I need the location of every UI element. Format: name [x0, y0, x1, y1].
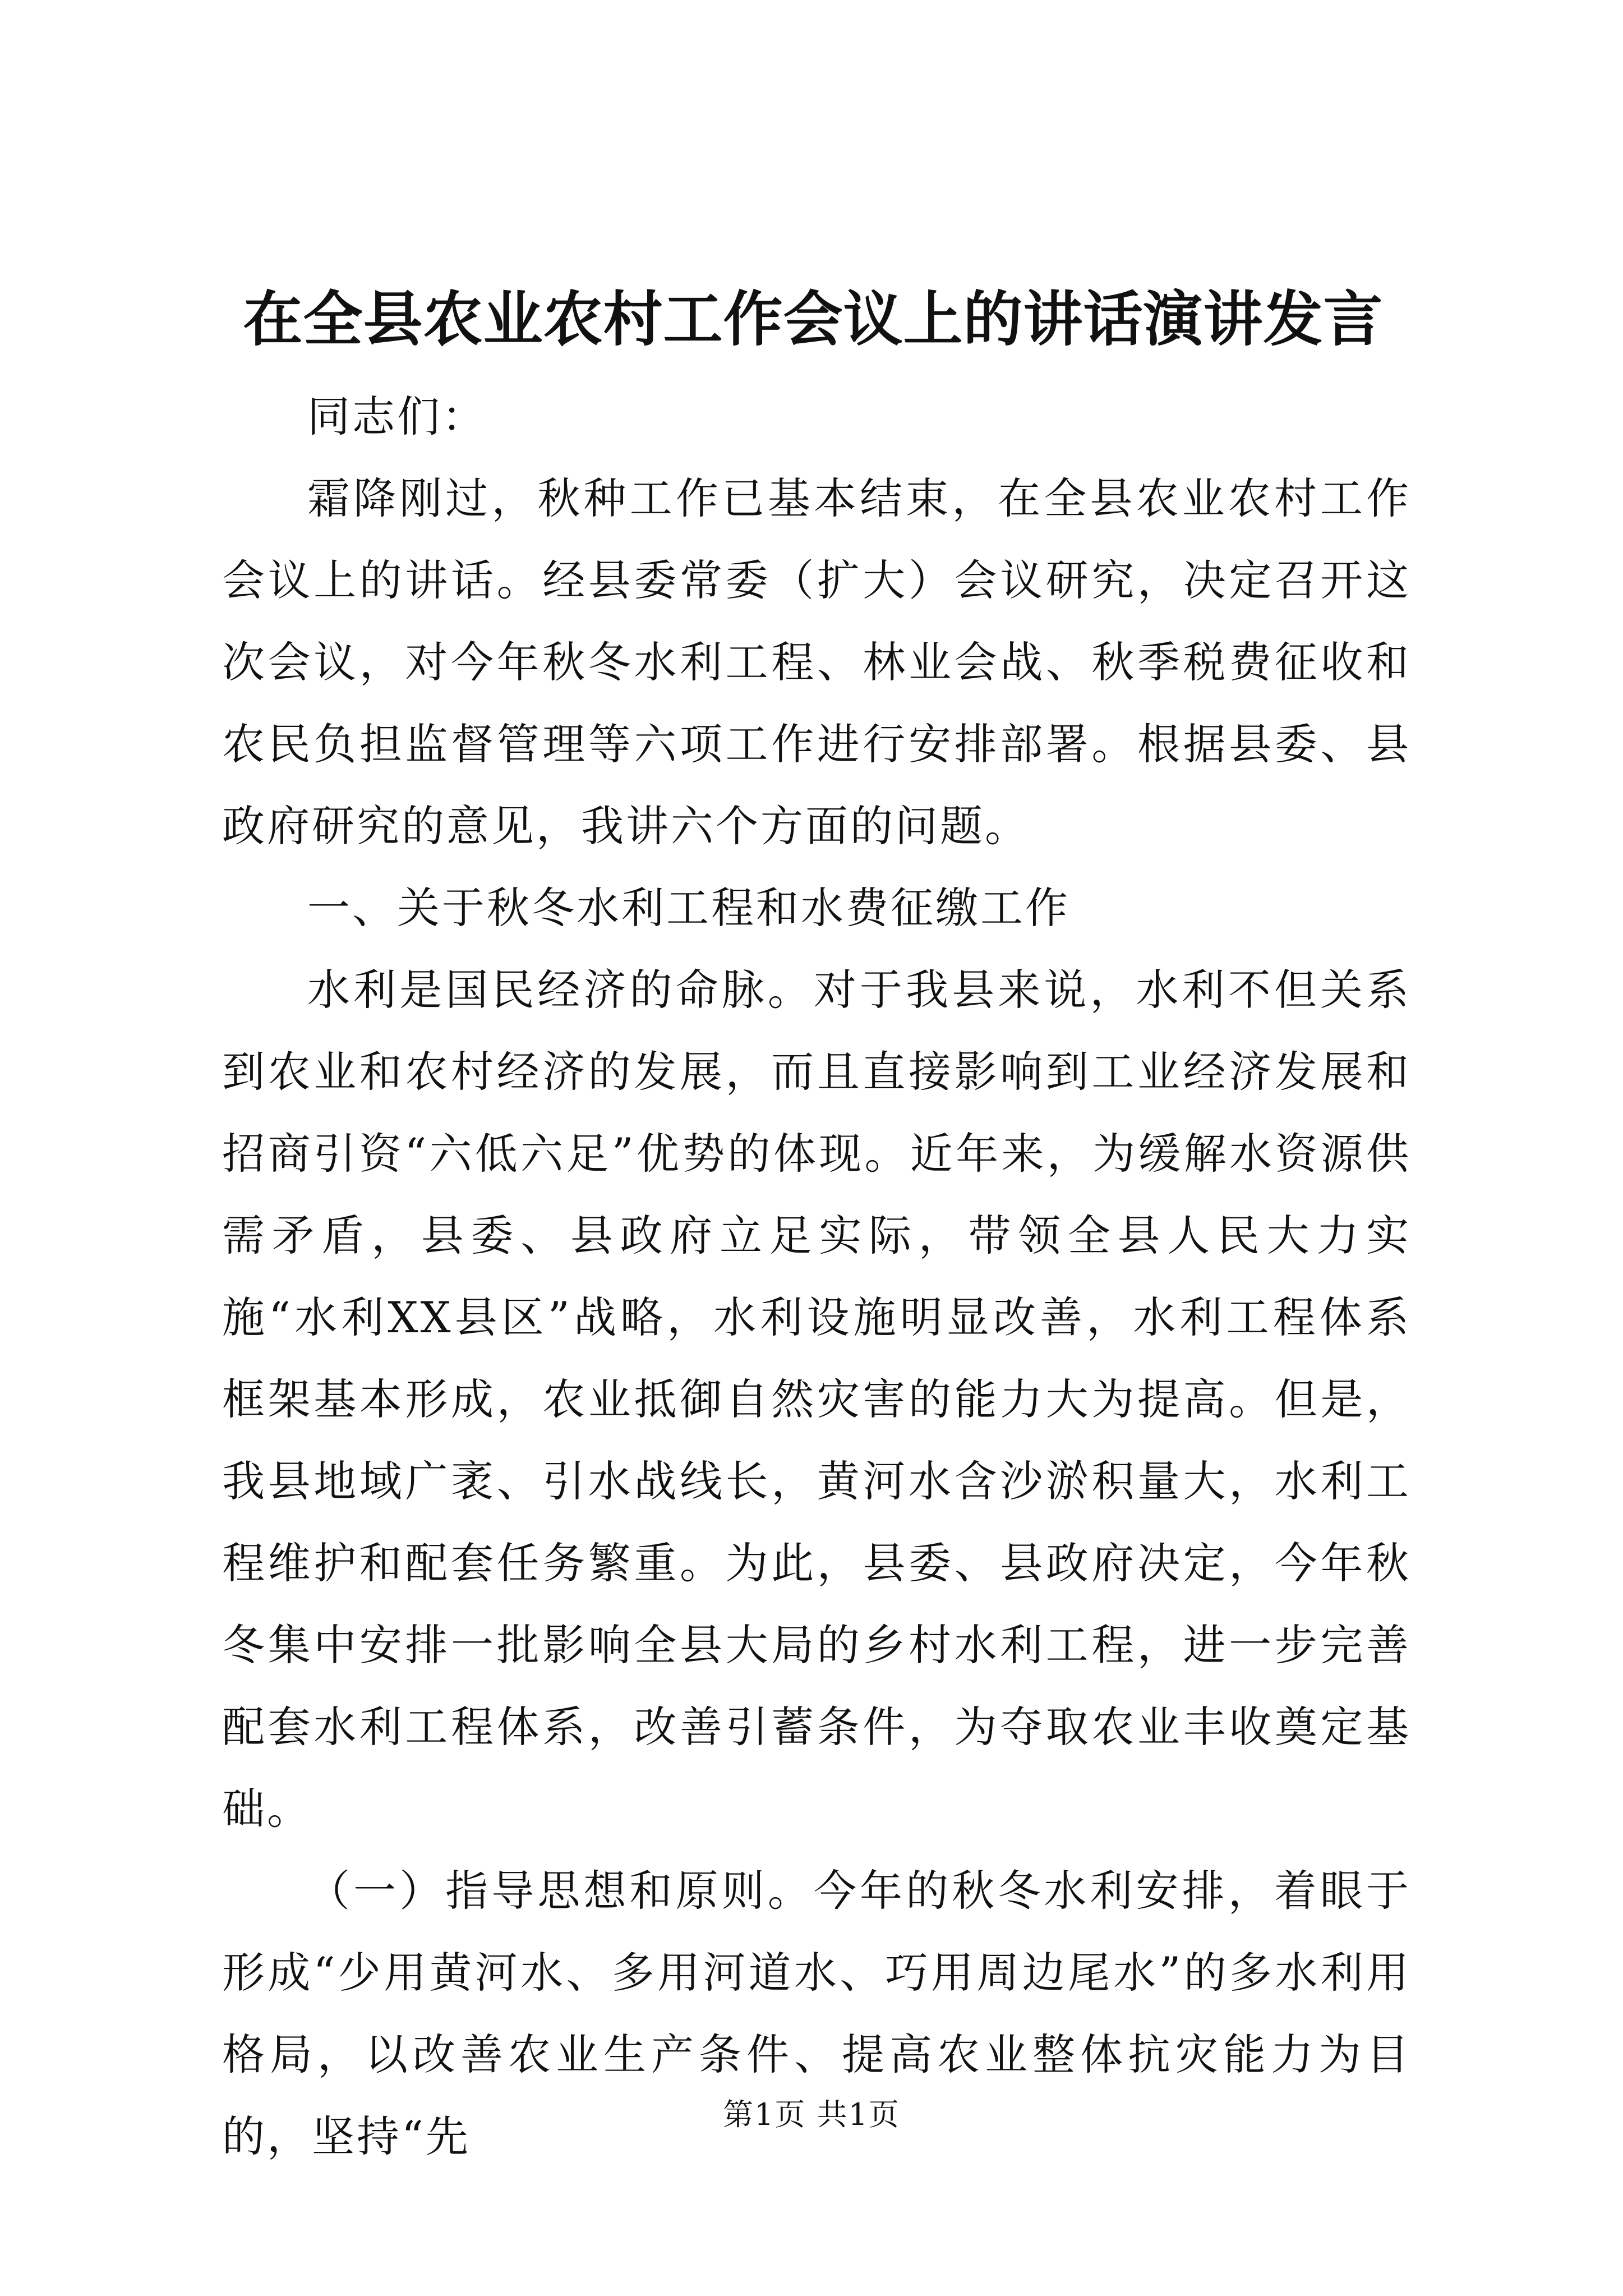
paragraph-guiding-principles: （一）指导思想和原则。今年的秋冬水利安排，着眼于形成“少用黄河水、多用河道水、巧用周边尾水”的多水利用格局，以改善农业生产条件、提高农业整体抗灾能力为目的，坚持“先 — [222, 1866, 1411, 2161]
paragraph-intro: 霜降刚过，秋种工作已基本结束，在全县农业农村工作会议上的讲话。经县委常委（扩大）会议研究，决定召开这次会议，对今年秋冬水利工程、林业会战、秋季税费征收和农民负担监督管理等六项工作进行安排部署。根据县委、县政府研究的意见，我讲六个方面的问题。 — [222, 473, 1411, 851]
paragraph-water-conservancy: 水利是国民经济的命脉。对于我县来说，水利不但关系到农业和农村经济的发展，而且直接影响到工业经济发展和招商引资“六低六足”优势的体现。近年来，为缓解水资源供需矛盾，县委、县政府立足实际，带领全县人民大力实施“水利XX县区”战略，水利设施明显改善，水利工程体系框架基本形成，农业抵御自然灾害的能力大为提高。但是，我县地域广袤、引水战线长，黄河水含沙淤积量大，水利工程维护和配套任务繁重。为此，县委、县政府决定，今年秋冬集中安排一批影响全县大局的乡村水利工程，进一步完善配套水利工程体系，改善引蓄条件，为夺取农业丰收奠定基础。 — [222, 965, 1411, 1834]
section-heading-1: 一、关于秋冬水利工程和水费征缴工作 — [307, 883, 1070, 933]
page-footer: 第1页 共1页 — [723, 2097, 900, 2132]
document-body — [222, 376, 1411, 2178]
document-title: 在全县农业农村工作会议上的讲话演讲发言 — [243, 285, 1384, 354]
salutation: 同志们： — [307, 392, 487, 441]
